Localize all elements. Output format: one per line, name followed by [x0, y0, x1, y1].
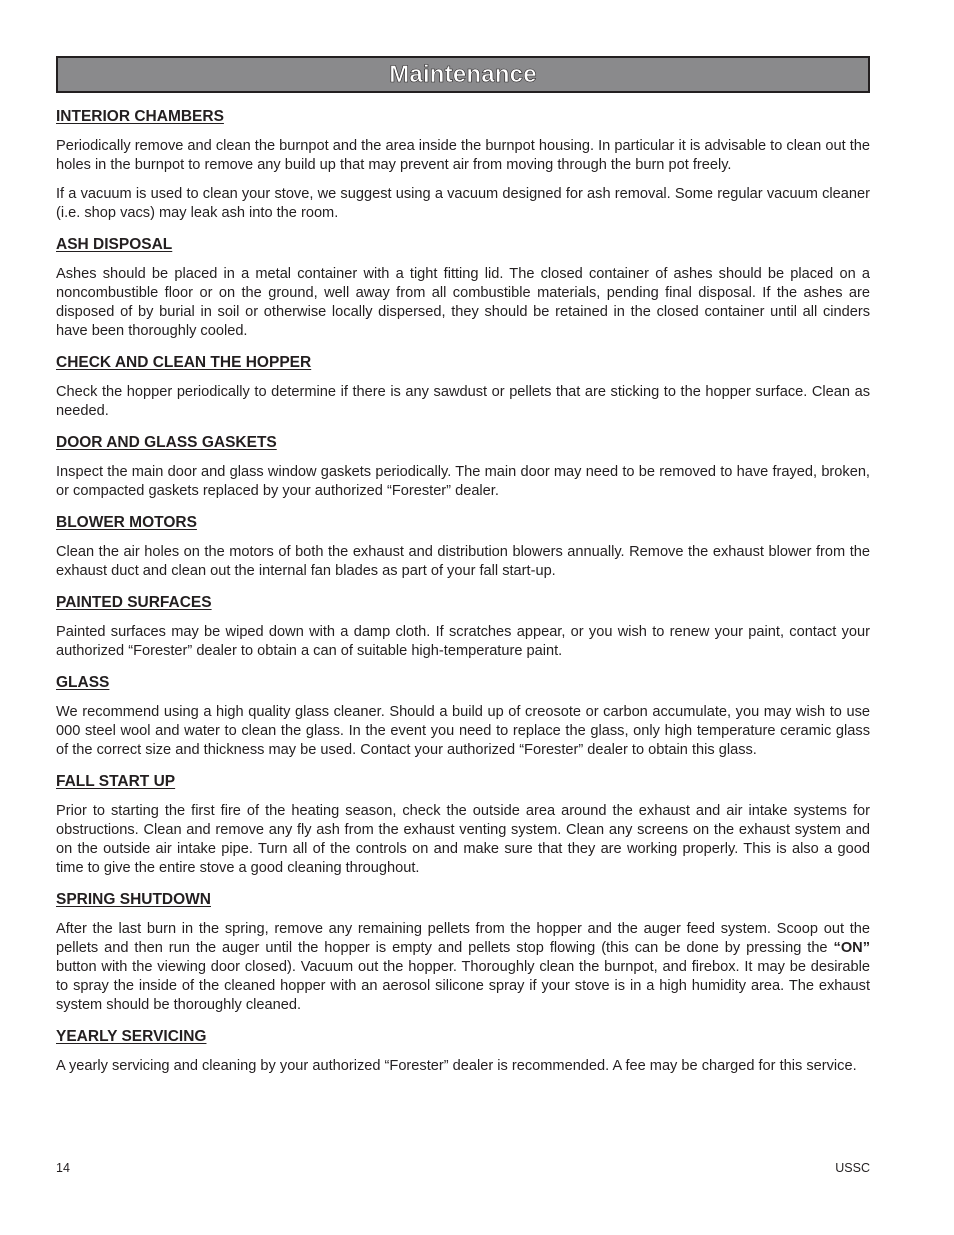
paragraph-text: button with the viewing door closed). Vacuum out the hopper. Thoroughly clean the burnpot, and firebox. It may be desirable to spray the inside of the cleaned hopper with an aerosol silicone spray if your stove is in a high humidity area. The exhaust system should be thoroughly cleaned. — [56, 959, 870, 1013]
section-heading: FALL START UP — [56, 773, 176, 790]
section-heading: INTERIOR CHAMBERS — [56, 108, 224, 125]
section-yearly-servicing — [56, 1027, 870, 1076]
section-check-clean-hopper — [56, 353, 870, 421]
section-fall-start-up — [56, 772, 870, 878]
section-painted-surfaces — [56, 593, 870, 661]
section-door-glass-gaskets — [56, 433, 870, 501]
section-paragraph: We recommend using a high quality glass cleaner. Should a build up of creosote or carbon accumulate, you may wish to use 000 steel wool and water to clean the glass. In the event you need to replace the glass, only high temperature ceramic glass of the correct size and thickness may be used. Contact your authorized “Forester” dealer to obtain this glass. — [56, 704, 870, 758]
section-heading: DOOR AND GLASS GASKETS — [56, 434, 277, 451]
section-blower-motors — [56, 513, 870, 581]
section-heading: BLOWER MOTORS — [56, 514, 197, 531]
section-paragraph: Ashes should be placed in a metal container with a tight fitting lid. The closed container of ashes should be placed on a noncombustible floor or on the ground, well away from all combustible materials, pending final disposal. If the ashes are disposed of by burial in soil or otherwise locally dispersed, they should be retained in the closed container until all cinders have been thoroughly cooled. — [56, 266, 870, 339]
section-ash-disposal — [56, 235, 870, 341]
section-heading: GLASS — [56, 674, 110, 691]
section-paragraph: Periodically remove and clean the burnpot and the area inside the burnpot housing. In particular it is advisable to clean out the holes in the burnpot to remove any build up that may prevent air from moving through the burn pot freely. — [56, 138, 870, 173]
section-paragraph: A yearly servicing and cleaning by your authorized “Forester” dealer is recommended. A fee may be charged for this service. — [56, 1058, 857, 1074]
section-spring-shutdown — [56, 890, 870, 1015]
section-heading: SPRING SHUTDOWN — [56, 891, 211, 908]
section-paragraph — [56, 920, 870, 1015]
section-heading: YEARLY SERVICING — [56, 1028, 207, 1045]
document-body — [56, 107, 870, 1088]
section-interior-chambers — [56, 107, 870, 223]
section-paragraph: Clean the air holes on the motors of both the exhaust and distribution blowers annually. Remove the exhaust blower from the exhaust duct and clean out the internal fan blades as part of your fall start-up. — [56, 544, 870, 579]
section-paragraph: Prior to starting the first fire of the heating season, check the outside area around the exhaust and air intake systems for obstructions. Clean and remove any fly ash from the exhaust venting system. Clean any screens on the exhaust system and on the outside air intake pipe. Turn all of the controls on and make sure that they are working properly. This is also a good time to give the entire stove a good cleaning throughout. — [56, 803, 870, 876]
page-title-bar — [56, 56, 870, 93]
page-number: 14 — [56, 1161, 70, 1175]
footer-brand: USSC — [835, 1161, 870, 1175]
section-heading: PAINTED SURFACES — [56, 594, 212, 611]
section-heading: CHECK AND CLEAN THE HOPPER — [56, 354, 312, 371]
section-paragraph: Painted surfaces may be wiped down with a damp cloth. If scratches appear, or you wish to renew your paint, contact your authorized “Forester” dealer to obtain a can of suitable high-temperature paint. — [56, 624, 870, 659]
section-glass — [56, 673, 870, 760]
section-paragraph: Check the hopper periodically to determine if there is any sawdust or pellets that are sticking to the hopper surface. Clean as needed. — [56, 384, 870, 419]
section-heading: ASH DISPOSAL — [56, 236, 173, 253]
paragraph-text: After the last burn in the spring, remove any remaining pellets from the hopper and the auger feed system. Scoop out the pellets and then run the auger until the hopper is empty and pellets stop flowing (this can be done by pressing the — [56, 921, 870, 956]
section-paragraph: If a vacuum is used to clean your stove, we suggest using a vacuum designed for ash removal. Some regular vacuum cleaner (i.e. shop vacs) may leak ash into the room. — [56, 186, 870, 221]
on-button-label: “ON” — [833, 940, 870, 956]
page-title: Maintenance — [389, 60, 537, 88]
section-paragraph: Inspect the main door and glass window gaskets periodically. The main door may need to be removed to have frayed, broken, or compacted gaskets replaced by your authorized “Forester” dealer. — [56, 464, 870, 499]
